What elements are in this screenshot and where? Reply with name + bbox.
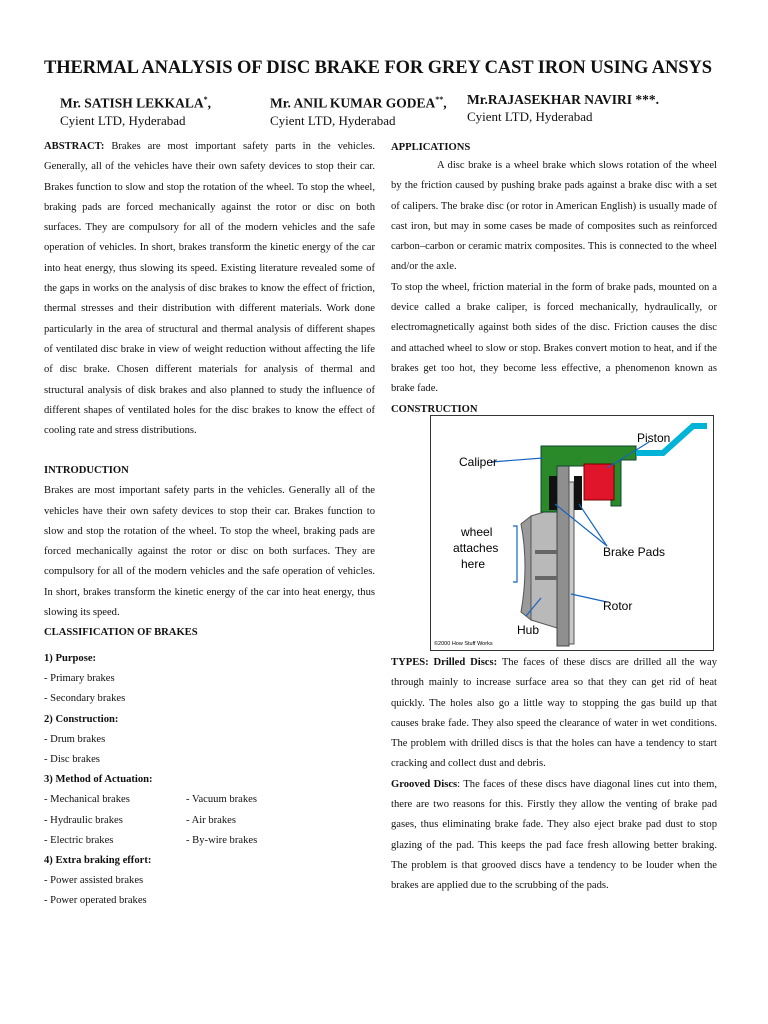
author-1-name: Mr. SATISH LEKKALA [60, 95, 204, 111]
wheel-mount-shape [521, 516, 531, 620]
introduction-text: Brakes are most important safety parts in the vehicles. Generally all of the vehicles have their own safety devices to stop their car. Brakes function to slow and stop the rotation of the wheel. To stop the wheel, braking pads are forced mechanically against the rotor or disc on both surfaces. They are compulsory for all of the modern vehicles and the safe operation of vehicles. In short, brakes transform the kinetic energy of the car into heat energy, thus slowing its speed. [44, 485, 375, 619]
list-row [44, 790, 375, 810]
brake-pads-label: Brake Pads [603, 545, 666, 559]
list-item: - Drum brakes [44, 733, 106, 745]
rotor-label: Rotor [603, 599, 633, 613]
hub-shape [531, 508, 557, 628]
introduction-section [44, 461, 375, 644]
author-3-name: Mr.RAJASEKHAR NAVIRI ***. [467, 92, 660, 107]
introduction-heading: INTRODUCTION [44, 465, 129, 476]
list-item: - Vacuum brakes [186, 794, 257, 806]
author-3-affiliation: Cyient LTD, Hyderabad [467, 109, 593, 124]
stud-2 [535, 576, 557, 580]
list-row [44, 811, 375, 831]
applications-heading: APPLICATIONS [391, 142, 471, 153]
paper-title: THERMAL ANALYSIS OF DISC BRAKE FOR GREY CAST IRON USING ANSYS [44, 58, 712, 78]
list-item: - Electric brakes [44, 834, 114, 846]
author-2-mark: ** [435, 95, 444, 104]
author-1 [60, 91, 211, 129]
list-item: - Primary brakes [44, 673, 115, 685]
list-item: - Air brakes [186, 814, 237, 826]
list-item: - Mechanical brakes [44, 794, 130, 806]
wheel-label-line-1: wheel [461, 525, 493, 539]
types-section [391, 653, 717, 897]
abstract [44, 137, 375, 441]
list-item: - Disc brakes [44, 754, 100, 766]
piston-shape [584, 464, 614, 500]
classification-heading: CLASSIFICATION OF BRAKES [44, 627, 198, 639]
author-2-name: Mr. ANIL KUMAR GODEA [270, 95, 436, 111]
applications-para-1: A disc brake is a wheel brake which slows rotation of the wheel by the friction caused by pushing brake pads against a brake disc with a set of calipers. The brake disc (or rotor in American English) is usually made of cast iron, but may in some cases be made of composites such as reinforced carbon–carbon or ceramic matrix composites. This is connected to the wheel and/or the axle. [391, 160, 717, 273]
author-1-mark: * [203, 95, 208, 104]
piston-label: Piston [637, 431, 671, 445]
wheel-label-line-2: attaches [453, 541, 499, 555]
list-item: - By-wire brakes [186, 834, 258, 846]
list-item: - Hydraulic brakes [44, 814, 123, 826]
drilled-discs-text: The faces of these discs are drilled all the way through mainly to increase surface area so that they can get rid of heat quickly. The holes also go a little way to stopping the gas build up that causes brake fade. They also speed the clearance of water in wet conditions. The problem with drilled discs is that the holes can have a tendency to start cracking and collect dust and debris. [391, 657, 717, 770]
construction-type-heading: 2) Construction: [44, 713, 119, 725]
disc-brake-figure [430, 415, 714, 651]
actuation-heading: 3) Method of Actuation: [44, 774, 153, 786]
extra-effort-heading: 4) Extra braking effort: [44, 855, 152, 867]
abstract-text: Brakes are most important safety parts in the vehicles. Generally, all of the vehicles have their own safety devices to stop their car. Brakes function to slow and stop the rotation of the wheel. To stop the wheel, braking pads are forced mechanically against the rotor or disc on both surfaces. They are compulsory for all of the modern vehicles and the safe operation of vehicles. In short, brakes transform the kinetic energy of the car into heat energy, thus slowing its speed. Existing literature revealed some of the gaps in works on the analysis of disc brakes to know the effect of friction, thermal stresses and their distribution with different materials. Work done particularly in the area of structural and thermal analysis of different shapes of ventilated disc brake in view of weight reduction without affecting the life of disc brake. Chosen different materials for analysis of thermal and structural analysis of disk brakes and also planned to study the influence of different shapes of ventilated holes for the disc brakes to know the effect of cooling rate and stress distributions. [44, 141, 375, 437]
list-item: - Secondary brakes [44, 693, 126, 705]
author-2-affiliation: Cyient LTD, Hyderabad [270, 112, 396, 128]
author-1-suffix: , [207, 95, 212, 111]
author-1-affiliation: Cyient LTD, Hyderabad [60, 112, 186, 128]
list-item: - Power assisted brakes [44, 875, 144, 887]
applications-section [391, 140, 717, 420]
list-row [44, 831, 375, 851]
author-2 [270, 91, 447, 129]
rotor-shape [557, 466, 569, 646]
grooved-discs-text: : The faces of these discs have diagonal lines cut into them, there are two reasons for this. Firstly they allow the venting of brake pad gases, thus eliminating brake fade. They also eject brake pad dust to stop glazing of the pad. This keeps the pad face fresh allowing better braking. The problem is that grooved discs have a tendency to be louder when the brakes are applied due to the scrubbing of the pads. [391, 778, 717, 892]
grooved-discs-label: Grooved Discs [391, 778, 458, 790]
rotor-hat-shape [569, 482, 574, 644]
caliper-label: Caliper [459, 455, 498, 469]
brake-pad-outer [574, 476, 582, 510]
hub-label: Hub [517, 623, 540, 637]
construction-heading: CONSTRUCTION [391, 403, 478, 415]
author-2-suffix: , [443, 95, 447, 111]
figure-copyright: ©2000 How Stuff Works [434, 641, 493, 647]
drilled-discs-label: TYPES: Drilled Discs: [391, 657, 498, 668]
author-3 [467, 91, 659, 125]
purpose-heading: 1) Purpose: [44, 653, 97, 664]
list-item: - Power operated brakes [44, 895, 147, 907]
stud-1 [535, 550, 557, 554]
applications-para-2: To stop the wheel, friction material in the form of brake pads, mounted on a device called a brake caliper, is forced mechanically, hydraulically, or electromagnetically against both sides of the disc. Friction causes the disc and attached wheel to slow or stop. Brakes convert motion to heat, and if the brakes get too hot, they become less effective, a phenomenon known as brake fade. [391, 281, 717, 395]
classification-list [44, 649, 375, 912]
abstract-label: ABSTRACT: [44, 141, 105, 152]
disc-brake-diagram [431, 416, 713, 650]
wheel-label-line-3: here [461, 557, 486, 571]
